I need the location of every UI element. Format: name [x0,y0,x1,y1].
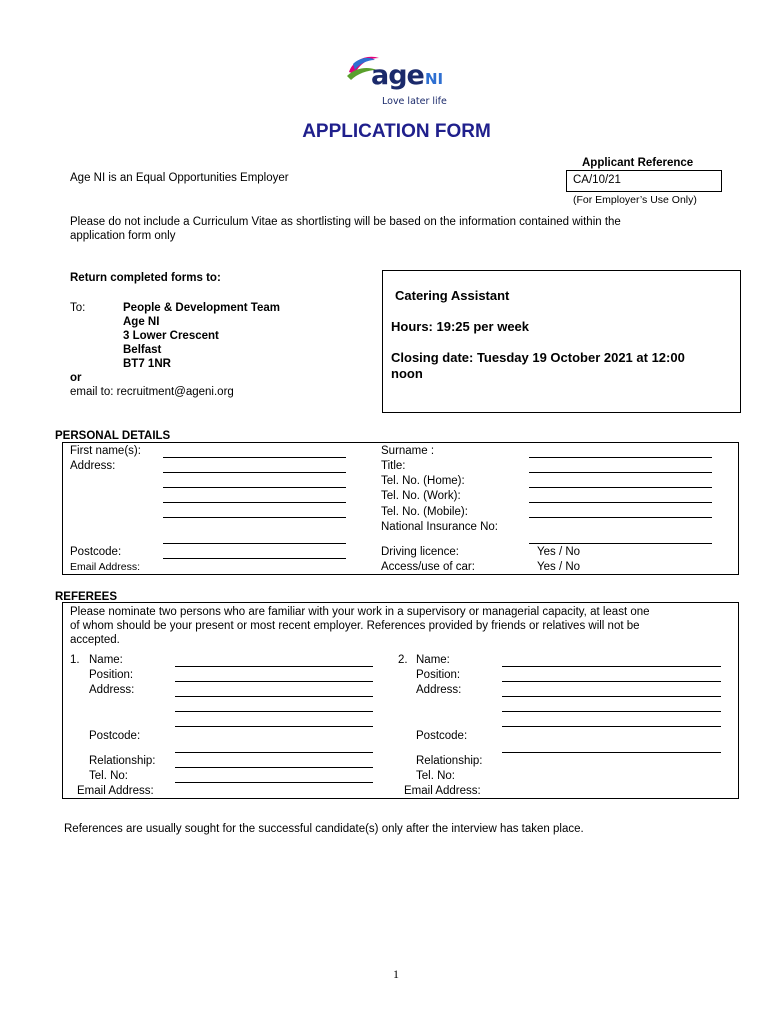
tel-work-label: Tel. No. (Work): [381,490,461,502]
referee-1-address-field-2[interactable] [175,711,373,712]
employer-use-note: (For Employer’s Use Only) [573,194,697,206]
job-details-box [382,270,741,413]
logo-region: NI [425,70,444,88]
return-or: or [70,372,82,384]
logo-tagline: Love later life [382,96,447,107]
age-ni-logo [345,50,455,110]
title-field[interactable] [529,472,712,473]
referee-1-tel-field[interactable] [175,782,373,783]
postcode-label: Postcode: [70,546,122,558]
return-to-label: To: [70,302,86,314]
address-field-4[interactable] [163,517,346,518]
surname-field[interactable] [529,457,712,458]
referee-2-name-label: Name: [416,654,450,666]
tel-mobile-field[interactable] [529,517,712,518]
referees-heading: REFEREES [55,591,117,603]
driving-licence-yes-no[interactable]: Yes / No [537,546,581,558]
return-heading: Return completed forms to: [70,272,221,284]
tel-home-field[interactable] [529,487,712,488]
tel-work-field[interactable] [529,502,712,503]
national-insurance-label: National Insurance No: [381,521,498,533]
access-car-yes-no[interactable]: Yes / No [537,561,581,573]
return-address-line-1: People & Development Team [123,302,280,314]
cv-note-line-1: Please do not include a Curriculum Vitae as shortlisting will be based on the information contained within the [70,216,621,228]
referees-intro-line-3: accepted. [70,634,120,646]
first-name-field[interactable] [163,457,346,458]
job-title: Catering Assistant [395,288,510,303]
referee-1-postcode-field[interactable] [175,752,373,753]
applicant-reference-value: CA/10/21 [573,174,621,186]
page-title: APPLICATION FORM [302,121,491,142]
job-closing-line-1: Closing date: Tuesday 19 October 2021 at 12:00 [391,350,685,365]
referees-intro-line-2: of whom should be your present or most recent employer. References provided by friends or relatives will not be [70,620,640,632]
equal-opportunities-text: Age NI is an Equal Opportunities Employer [70,172,289,184]
personal-details-heading: PERSONAL DETAILS [55,430,171,442]
referee-2-relationship-label: Relationship: [416,755,483,767]
referee-1-name-label: Name: [89,654,123,666]
return-address-line-3: 3 Lower Crescent [123,330,219,342]
referee-1-position-label: Position: [89,669,134,681]
referee-1-email-label: Email Address: [77,785,154,797]
surname-label: Surname : [381,445,435,457]
applicant-reference-heading: Applicant Reference [582,157,694,169]
return-address-line-4: Belfast [123,344,162,356]
referee-2-position-label: Position: [416,669,461,681]
tel-home-label: Tel. No. (Home): [381,475,465,487]
return-address-line-2: Age NI [123,316,160,328]
referee-2-address-field-2[interactable] [502,711,721,712]
referee-1-number: 1. [70,654,80,666]
address-field-2[interactable] [163,487,346,488]
address-label: Address: [70,460,116,472]
applicant-reference-box [566,170,722,192]
cv-note-line-2: application form only [70,230,176,242]
driving-licence-label: Driving licence: [381,546,459,558]
job-hours: Hours: 19:25 per week [391,319,530,334]
email-label: Email Address: [70,561,141,573]
address-field-5[interactable] [163,543,346,544]
referee-2-address-label: Address: [416,684,462,696]
referee-2-tel-label: Tel. No: [416,770,455,782]
address-field-3[interactable] [163,502,346,503]
referee-1-postcode-label: Postcode: [89,730,141,742]
referee-1-position-field[interactable] [175,681,373,682]
national-insurance-field[interactable] [529,543,712,544]
referee-1-address-field-3[interactable] [175,726,373,727]
referee-1-address-field-1[interactable] [175,696,373,697]
address-field-1[interactable] [163,472,346,473]
title-label: Title: [381,460,406,472]
referee-2-address-field-1[interactable] [502,696,721,697]
return-email: email to: recruitment@ageni.org [70,386,234,398]
first-name-label: First name(s): [70,445,141,457]
logo-brand: age [371,60,424,91]
referee-2-address-field-3[interactable] [502,726,721,727]
references-footer-note: References are usually sought for the successful candidate(s) only after the interview has taken place. [64,823,584,835]
referee-1-name-field[interactable] [175,666,373,667]
postcode-field[interactable] [163,558,346,559]
referee-2-name-field[interactable] [502,666,721,667]
referee-2-number: 2. [398,654,408,666]
page-number: 1 [393,967,399,981]
referee-1-relationship-label: Relationship: [89,755,156,767]
referee-2-email-label: Email Address: [404,785,481,797]
referee-2-position-field[interactable] [502,681,721,682]
referee-2-postcode-field[interactable] [502,752,721,753]
referee-2-postcode-label: Postcode: [416,730,468,742]
referee-1-relationship-field[interactable] [175,767,373,768]
referee-1-address-label: Address: [89,684,135,696]
referees-intro-line-1: Please nominate two persons who are familiar with your work in a supervisory or managerial capacity, at least one [70,606,650,618]
job-closing-line-2: noon [391,366,423,381]
return-address-line-5: BT7 1NR [123,358,171,370]
access-car-label: Access/use of car: [381,561,475,573]
referee-1-tel-label: Tel. No: [89,770,128,782]
tel-mobile-label: Tel. No. (Mobile): [381,506,468,518]
